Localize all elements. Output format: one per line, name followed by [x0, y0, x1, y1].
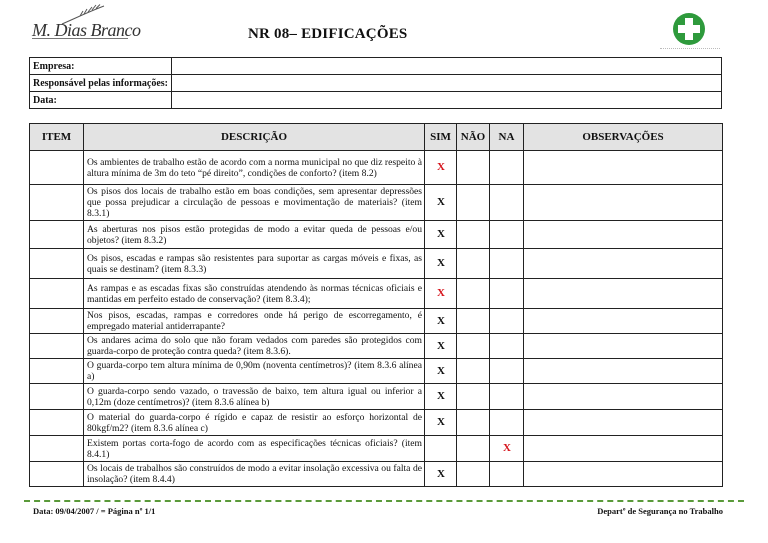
- responsavel-label: Responsável pelas informações:: [30, 75, 172, 92]
- na-cell[interactable]: [490, 185, 524, 221]
- item-cell: [30, 410, 84, 436]
- na-cell[interactable]: [490, 384, 524, 410]
- responsavel-field[interactable]: [172, 75, 722, 92]
- sim-cell[interactable]: X: [425, 462, 457, 487]
- health-cross-icon: [672, 12, 706, 46]
- nao-cell[interactable]: [457, 249, 490, 279]
- footer-divider: [24, 500, 744, 502]
- observacoes-cell[interactable]: [524, 151, 723, 185]
- sim-cell[interactable]: [425, 436, 457, 462]
- logo-caption-line: [660, 48, 720, 49]
- na-cell[interactable]: [490, 279, 524, 309]
- item-cell: [30, 384, 84, 410]
- table-row: [30, 185, 723, 221]
- description-cell: O guarda-corpo tem altura mínima de 0,90m (noventa centímetros)? (item 8.3.6 alínea a): [84, 359, 425, 384]
- table-row: [30, 462, 723, 487]
- description-cell: Os ambientes de trabalho estão de acordo com a norma municipal no que diz respeito à altura mínima de 3m do teto “pé direito”, condições de conforto? (item 8.2): [84, 151, 425, 185]
- description-cell: O guarda-corpo sendo vazado, o travessão de baixo, tem altura igual ou inferior a 0,12m (doze centímetros)? (item 8.3.6 alínea b): [84, 384, 425, 410]
- info-table: [29, 57, 722, 109]
- nao-cell[interactable]: [457, 384, 490, 410]
- empresa-label: Empresa:: [30, 58, 172, 75]
- na-cell[interactable]: [490, 359, 524, 384]
- footer-date-page: Data: 09/04/2007 / = Página nº 1/1: [33, 506, 156, 516]
- sim-cell[interactable]: X: [425, 151, 457, 185]
- empresa-field[interactable]: [172, 58, 722, 75]
- empresa-row: [30, 58, 722, 75]
- page-title: NR 08– EDIFICAÇÕES: [248, 26, 408, 42]
- col-observacoes: OBSERVAÇÕES: [524, 124, 723, 151]
- description-cell: Os pisos, escadas e rampas são resistentes para suportar as cargas móveis e fixas, as quais se destinam? (item 8.3.3): [84, 249, 425, 279]
- table-row: [30, 410, 723, 436]
- na-cell[interactable]: [490, 334, 524, 359]
- description-cell: Os pisos dos locais de trabalho estão em boas condições, sem apresentar depressões que possa prejudicar a circulação de pessoas e movimentação de materiais? (item 8.3.1): [84, 185, 425, 221]
- sim-cell[interactable]: X: [425, 410, 457, 436]
- na-cell[interactable]: X: [490, 436, 524, 462]
- item-cell: [30, 359, 84, 384]
- company-logo: M. Dias Branco: [32, 20, 141, 40]
- nao-cell[interactable]: [457, 334, 490, 359]
- item-cell: [30, 221, 84, 249]
- nao-cell[interactable]: [457, 151, 490, 185]
- table-row: [30, 221, 723, 249]
- na-cell[interactable]: [490, 410, 524, 436]
- na-cell[interactable]: [490, 462, 524, 487]
- description-cell: As rampas e as escadas fixas são construídas atendendo às normas técnicas oficiais e mantidas em perfeito estado de conservação? (item 8.3.4);: [84, 279, 425, 309]
- na-cell[interactable]: [490, 249, 524, 279]
- col-item: ITEM: [30, 124, 84, 151]
- data-row: [30, 92, 722, 109]
- checklist-table: [29, 123, 723, 487]
- table-header-row: [30, 124, 723, 151]
- nao-cell[interactable]: [457, 185, 490, 221]
- nao-cell[interactable]: [457, 436, 490, 462]
- nao-cell[interactable]: [457, 359, 490, 384]
- sim-cell[interactable]: X: [425, 249, 457, 279]
- na-cell[interactable]: [490, 221, 524, 249]
- observacoes-cell[interactable]: [524, 359, 723, 384]
- table-row: [30, 359, 723, 384]
- item-cell: [30, 185, 84, 221]
- table-row: [30, 249, 723, 279]
- sim-cell[interactable]: X: [425, 185, 457, 221]
- observacoes-cell[interactable]: [524, 436, 723, 462]
- table-row: [30, 436, 723, 462]
- table-row: [30, 334, 723, 359]
- sim-cell[interactable]: X: [425, 359, 457, 384]
- nao-cell[interactable]: [457, 221, 490, 249]
- description-cell: Os andares acima do solo que não foram vedados com paredes são protegidos com guarda-corpo de proteção contra queda? (item 8.3.6).: [84, 334, 425, 359]
- col-descricao: DESCRIÇÃO: [84, 124, 425, 151]
- na-cell[interactable]: [490, 309, 524, 334]
- observacoes-cell[interactable]: [524, 334, 723, 359]
- footer-department: Departº de Segurança no Trabalho: [597, 506, 723, 516]
- description-cell: O material do guarda-corpo é rígido e capaz de resistir ao esforço horizontal de 80kgf/m2? (item 8.3.6 alínea c): [84, 410, 425, 436]
- nao-cell[interactable]: [457, 462, 490, 487]
- table-row: [30, 384, 723, 410]
- observacoes-cell[interactable]: [524, 249, 723, 279]
- table-row: [30, 309, 723, 334]
- observacoes-cell[interactable]: [524, 384, 723, 410]
- data-field[interactable]: [172, 92, 722, 109]
- page-header: [0, 0, 768, 58]
- description-cell: Existem portas corta-fogo de acordo com as especificações técnicas oficiais? (item 8.4.1): [84, 436, 425, 462]
- sim-cell[interactable]: X: [425, 384, 457, 410]
- observacoes-cell[interactable]: [524, 279, 723, 309]
- sim-cell[interactable]: X: [425, 309, 457, 334]
- data-label: Data:: [30, 92, 172, 109]
- nao-cell[interactable]: [457, 279, 490, 309]
- item-cell: [30, 249, 84, 279]
- observacoes-cell[interactable]: [524, 185, 723, 221]
- observacoes-cell[interactable]: [524, 309, 723, 334]
- na-cell[interactable]: [490, 151, 524, 185]
- nao-cell[interactable]: [457, 309, 490, 334]
- col-sim: SIM: [425, 124, 457, 151]
- sim-cell[interactable]: X: [425, 221, 457, 249]
- nao-cell[interactable]: [457, 410, 490, 436]
- description-cell: As aberturas nos pisos estão protegidas de modo a evitar queda de pessoas e/ou objetos? (item 8.3.2): [84, 221, 425, 249]
- col-na: NA: [490, 124, 524, 151]
- table-row: [30, 151, 723, 185]
- item-cell: [30, 279, 84, 309]
- item-cell: [30, 436, 84, 462]
- responsavel-row: [30, 75, 722, 92]
- item-cell: [30, 462, 84, 487]
- item-cell: [30, 334, 84, 359]
- sim-cell[interactable]: X: [425, 279, 457, 309]
- observacoes-cell[interactable]: [524, 462, 723, 487]
- col-nao: NÃO: [457, 124, 490, 151]
- table-row: [30, 279, 723, 309]
- description-cell: Os locais de trabalhos são construídos de modo a evitar insolação excessiva ou falta de insolação? (item 8.4.4): [84, 462, 425, 487]
- observacoes-cell[interactable]: [524, 221, 723, 249]
- item-cell: [30, 151, 84, 185]
- description-cell: Nos pisos, escadas, rampas e corredores onde há perigo de escorregamento, é empregado material antiderrapante?: [84, 309, 425, 334]
- observacoes-cell[interactable]: [524, 410, 723, 436]
- item-cell: [30, 309, 84, 334]
- sim-cell[interactable]: X: [425, 334, 457, 359]
- logo-underline: [32, 38, 128, 39]
